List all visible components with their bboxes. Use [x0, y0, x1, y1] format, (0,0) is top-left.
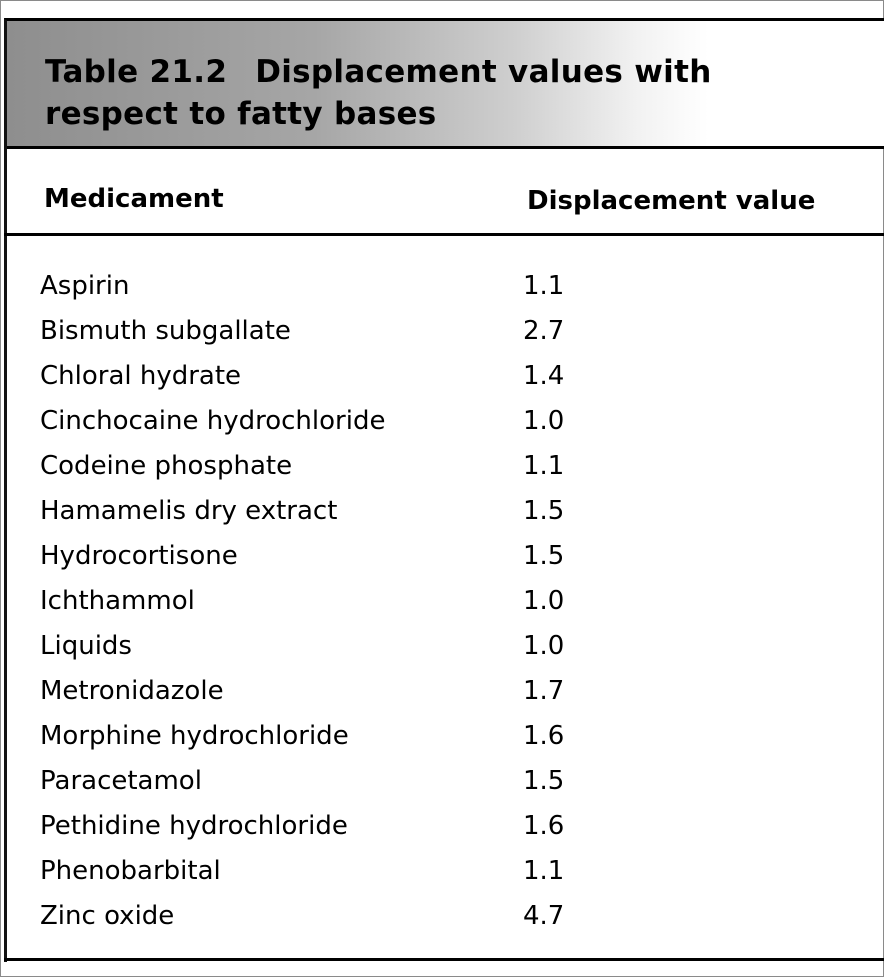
medicament-cell: Zinc oxide	[40, 901, 175, 931]
value-cell: 4.7	[523, 901, 565, 931]
table-body	[40, 264, 860, 939]
value-cell: 1.1	[523, 451, 565, 481]
value-cell: 2.7	[523, 316, 565, 346]
column-header-medicament: Medicament	[44, 184, 224, 214]
medicament-cell: Paracetamol	[40, 766, 202, 796]
medicament-cell: Liquids	[40, 631, 132, 661]
medicament-cell: Phenobarbital	[40, 856, 221, 886]
value-cell: 1.0	[523, 406, 565, 436]
table-row	[40, 309, 860, 354]
table-caption	[45, 51, 805, 135]
value-cell: 1.0	[523, 586, 565, 616]
medicament-cell: Cinchocaine hydrochloride	[40, 406, 386, 436]
medicament-cell: Hydrocortisone	[40, 541, 238, 571]
medicament-cell: Morphine hydrochloride	[40, 721, 349, 751]
table-row	[40, 849, 860, 894]
table-number: Table 21.2	[45, 54, 228, 90]
value-cell: 1.6	[523, 721, 565, 751]
medicament-cell: Codeine phosphate	[40, 451, 293, 481]
medicament-cell: Ichthammol	[40, 586, 195, 616]
value-cell: 1.7	[523, 676, 565, 706]
value-cell: 1.1	[523, 271, 565, 301]
medicament-cell: Metronidazole	[40, 676, 224, 706]
medicament-cell: Aspirin	[40, 271, 130, 301]
medicament-cell: Pethidine hydrochloride	[40, 811, 348, 841]
table-caption-box	[4, 18, 884, 146]
table-title: Displacement values with respect to fatty bases	[45, 54, 712, 132]
column-header-displacement-value: Displacement value	[527, 186, 816, 216]
table-row	[40, 444, 860, 489]
table-row	[40, 804, 860, 849]
value-cell: 1.6	[523, 811, 565, 841]
medicament-cell: Chloral hydrate	[40, 361, 242, 391]
table-row	[40, 624, 860, 669]
value-cell: 1.5	[523, 766, 565, 796]
left-border	[4, 146, 7, 962]
table-row	[40, 354, 860, 399]
table-row	[40, 489, 860, 534]
medicament-cell: Bismuth subgallate	[40, 316, 291, 346]
value-cell: 1.5	[523, 496, 565, 526]
table-row	[40, 534, 860, 579]
table-row	[40, 399, 860, 444]
value-cell: 1.5	[523, 541, 565, 571]
table-row	[40, 264, 860, 309]
medicament-cell: Hamamelis dry extract	[40, 496, 338, 526]
table-row	[40, 579, 860, 624]
table-row	[40, 759, 860, 804]
header-rule	[4, 233, 884, 236]
value-cell: 1.0	[523, 631, 565, 661]
table-header-row	[4, 149, 884, 233]
table-row	[40, 714, 860, 759]
value-cell: 1.1	[523, 856, 565, 886]
bottom-rule	[4, 958, 884, 961]
value-cell: 1.4	[523, 361, 565, 391]
table-row	[40, 669, 860, 714]
table-row	[40, 894, 860, 939]
